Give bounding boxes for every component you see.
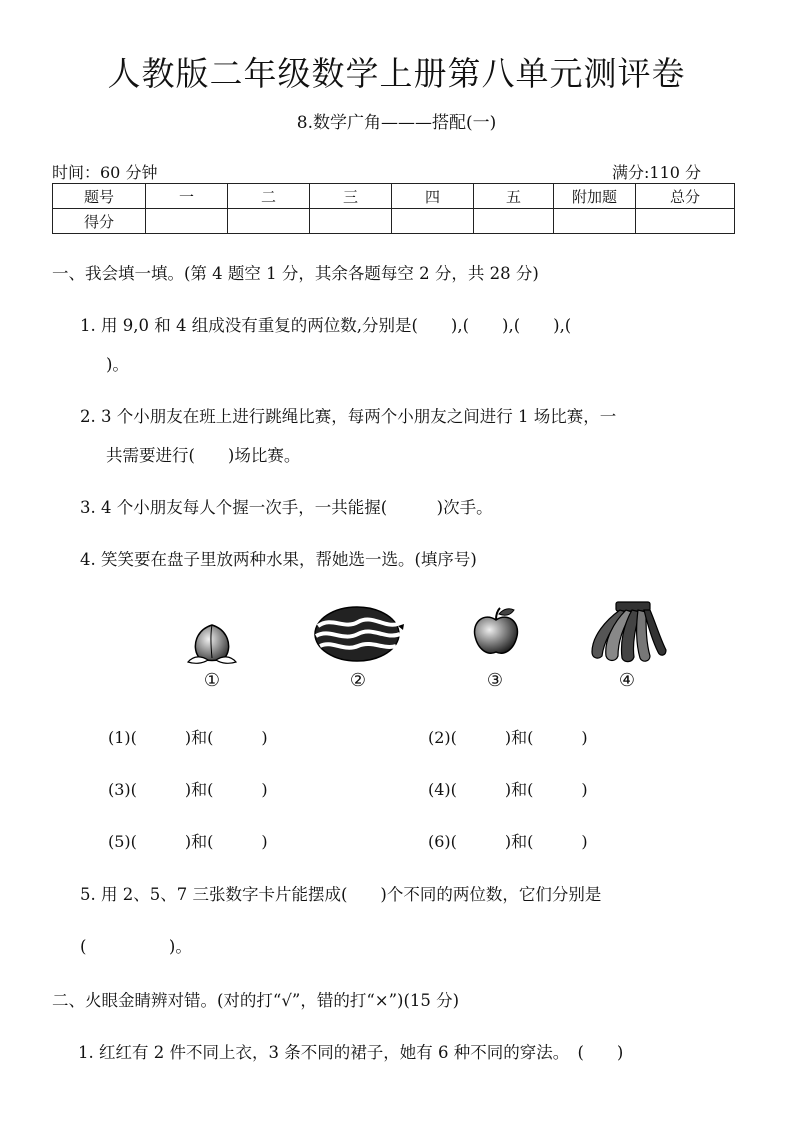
section1-heading: 一、我会填一填。(第 4 题空 1 分，其余各题每空 2 分，共 28 分) — [52, 264, 539, 283]
score-cell[interactable] — [554, 209, 636, 234]
pair-answer-4[interactable]: (4)( )和( ) — [428, 780, 588, 799]
banana-icon — [586, 600, 668, 664]
score-header-cell: 五 — [474, 184, 554, 209]
score-cell[interactable] — [636, 209, 735, 234]
question-1-4: 4. 笑笑要在盘子里放两种水果，帮她选一选。(填序号) — [80, 550, 477, 569]
score-cell[interactable] — [474, 209, 554, 234]
score-header-cell: 总分 — [636, 184, 735, 209]
question-1-2-line1: 2. 3 个小朋友在班上进行跳绳比赛，每两个小朋友之间进行 1 场比赛，一 — [80, 407, 617, 426]
fruit-label-4: ④ — [618, 670, 636, 691]
page-title: 人教版二年级数学上册第八单元测评卷 — [107, 54, 686, 93]
score-table — [52, 183, 735, 234]
question-1-1-line2: )。 — [106, 355, 129, 374]
peach-icon — [184, 622, 240, 666]
question-2-1: 1. 红红有 2 件不同上衣，3 条不同的裙子，她有 6 种不同的穿法。 ( ) — [78, 1043, 624, 1062]
pair-answer-5[interactable]: (5)( )和( ) — [108, 832, 268, 851]
score-header-cell: 四 — [392, 184, 474, 209]
score-header-cell: 附加题 — [554, 184, 636, 209]
page-subtitle: 8.数学广角———搭配(一) — [296, 113, 497, 133]
pair-answer-6[interactable]: (6)( )和( ) — [428, 832, 588, 851]
section2-heading: 二、火眼金睛辨对错。(对的打“√”，错的打“×”)(15 分) — [52, 991, 460, 1010]
question-1-5-line1: 5. 用 2、5、7 三张数字卡片能摆成( )个不同的两位数，它们分别是 — [80, 885, 602, 904]
pair-answer-1[interactable]: (1)( )和( ) — [108, 728, 268, 747]
full-score: 满分:110 分 — [612, 163, 702, 182]
fruit-label-1: ① — [203, 670, 221, 691]
exam-time: 时间：60 分钟 — [52, 163, 158, 182]
score-table-score-row — [53, 209, 735, 234]
pair-answer-3[interactable]: (3)( )和( ) — [108, 780, 268, 799]
fruit-label-2: ② — [349, 670, 367, 691]
pair-answer-2[interactable]: (2)( )和( ) — [428, 728, 588, 747]
score-cell[interactable] — [310, 209, 392, 234]
score-header-cell: 二 — [228, 184, 310, 209]
question-1-5-line2: ( )。 — [80, 937, 192, 956]
score-cell[interactable] — [228, 209, 310, 234]
question-1-2-line2: 共需要进行( )场比赛。 — [106, 446, 301, 465]
score-row-label: 得分 — [53, 209, 146, 234]
score-cell[interactable] — [392, 209, 474, 234]
fruit-label-3: ③ — [486, 670, 504, 691]
score-table-header-row — [53, 184, 735, 209]
score-cell[interactable] — [146, 209, 228, 234]
question-1-3: 3. 4 个小朋友每人个握一次手，一共能握( )次手。 — [80, 498, 493, 517]
question-1-1-line1: 1. 用 9,0 和 4 组成没有重复的两位数,分别是( ),( ),( ),( — [80, 316, 572, 335]
score-header-cell: 三 — [310, 184, 392, 209]
score-header-cell: 一 — [146, 184, 228, 209]
score-header-cell: 题号 — [53, 184, 146, 209]
apple-icon — [470, 606, 522, 658]
watermelon-icon — [312, 604, 404, 664]
